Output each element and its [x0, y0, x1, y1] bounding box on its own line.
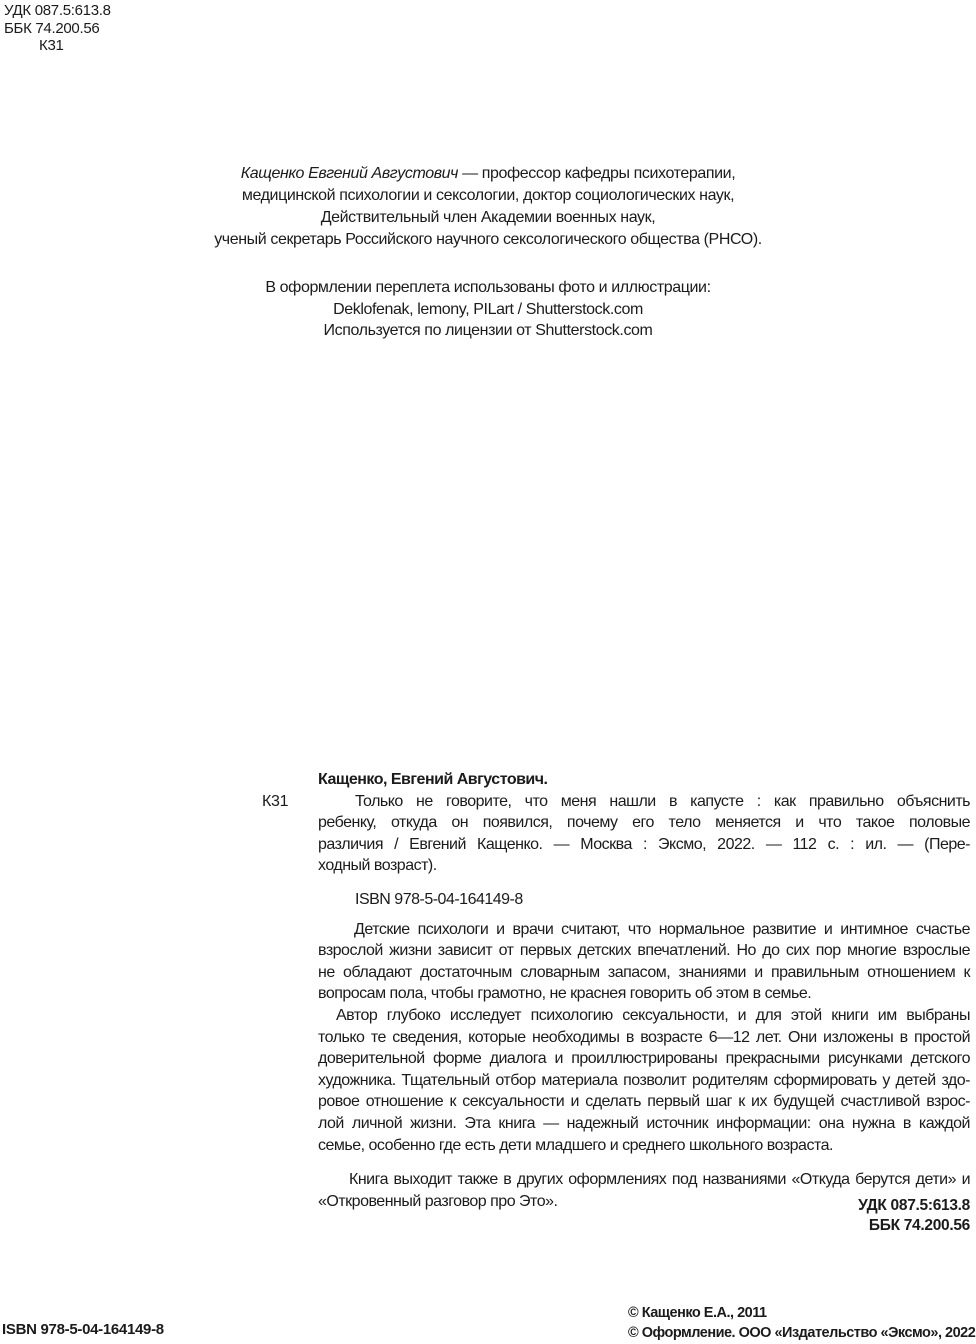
annotation-line: вопросам пола, чтобы грамотно, не краснея говорить об этом в семье.: [318, 985, 812, 1003]
biblio-line: Только не говорите, что меня нашли в капусте : как правильно объяснить: [355, 792, 970, 810]
bottom-catalog-codes: [858, 1196, 970, 1235]
annotation-line: Автор глубоко исследует психологию сексуальности, и для этой книги им выбраны: [336, 1006, 970, 1024]
photo-credits-line: Deklofenak, lemony, PILart / Shutterstock.com: [333, 300, 643, 318]
author-credentials-line: медицинской психологии и сексологии, доктор социологических наук,: [241, 187, 735, 204]
bbk-code: ББК 74.200.56: [4, 19, 100, 37]
top-catalog-codes: [4, 2, 111, 55]
photo-credits-line: В оформлении переплета использованы фото и иллюстрации:: [265, 279, 711, 296]
copyright-block: [628, 1303, 975, 1343]
copyright-author: © Кащенко Е.А., 2011: [628, 1305, 767, 1321]
annotation-paragraph: [318, 1005, 970, 1156]
biblio-line: различия / Евгений Кащенко. — Москва : Эксмо, 2022. — 112 с. : ил. — (Пере-: [318, 835, 970, 853]
annotation-paragraph: [318, 919, 970, 1005]
author-credentials-line: Действительный член Академии военных наук,: [320, 209, 656, 226]
photo-credits-line: Используется по лицензии от Shutterstock.com: [323, 322, 653, 339]
bbk-code-bold: ББК 74.200.56: [868, 1216, 970, 1234]
author-sign-margin: К31: [262, 792, 289, 810]
catalog-card: [262, 769, 970, 1212]
biblio-line: ребенку, откуда он появился, почему его тело меняется и что такое половые: [318, 814, 970, 832]
copyright-publisher: © Оформление. ООО «Издательство «Эксмо», 2022: [628, 1325, 976, 1341]
author-credentials-line: [0, 163, 976, 185]
udk-code: УДК 087.5:613.8: [4, 2, 111, 19]
annotation-line: взрослой жизни зависит от первых детских впечатлений. Но до сих пор многие взрослые: [318, 942, 970, 960]
photo-credits: [0, 277, 976, 342]
author-credentials: [0, 163, 976, 251]
annotation-line: Детские психологи и врачи считают, что нормальное развитие и интимное счастье: [354, 920, 970, 938]
udk-code-bold: УДК 087.5:613.8: [858, 1197, 970, 1214]
footer-isbn: ISBN 978-5-04-164149-8: [2, 1321, 164, 1338]
note-line: Книга выходит также в других оформлениях под названиями «Откуда берутся дети» и: [349, 1171, 970, 1189]
catalog-heading: Кащенко, Евгений Августович.: [318, 771, 548, 788]
author-title-text: — профессор кафедры психотерапии,: [458, 165, 736, 182]
annotation-line: доверительной форме диалога и проиллюстрированы прекрасными рисунками детского: [318, 1050, 970, 1068]
author-credentials-line: ученый секретарь Российского научного сексологического общества (РНСО).: [214, 231, 762, 248]
author-name-italic: Кащенко Евгений Августович: [240, 165, 459, 182]
annotation-line: только те сведения, которые необходимы в возрасте 6—12 лет. Они изложены в простой: [318, 1028, 970, 1046]
annotation-line: художника. Тщательный отбор материала позволит родителям сформировать у детей здо-: [318, 1071, 970, 1089]
note-line: «Откровенный разговор про Это».: [318, 1192, 558, 1210]
isbn-line: ISBN 978-5-04-164149-8: [355, 890, 523, 908]
annotation-line: ровое отношение к сексуальности и сделать первый шаг к их будущей счастливой взрос-: [318, 1093, 970, 1111]
annotation-line: лой личной жизни. Эта книга — надежный источник информации: она нужна в каждой: [318, 1114, 970, 1132]
annotation-line: не обладают достаточным словарным запасом, знаниями и правильным отношением к: [318, 963, 970, 981]
bibliographic-description: [318, 791, 970, 877]
annotation-line: семье, особенно где есть дети младшего и среднего школьного возраста.: [318, 1136, 833, 1154]
author-sign: К31: [39, 37, 64, 54]
biblio-line: ходный возраст).: [318, 857, 437, 875]
